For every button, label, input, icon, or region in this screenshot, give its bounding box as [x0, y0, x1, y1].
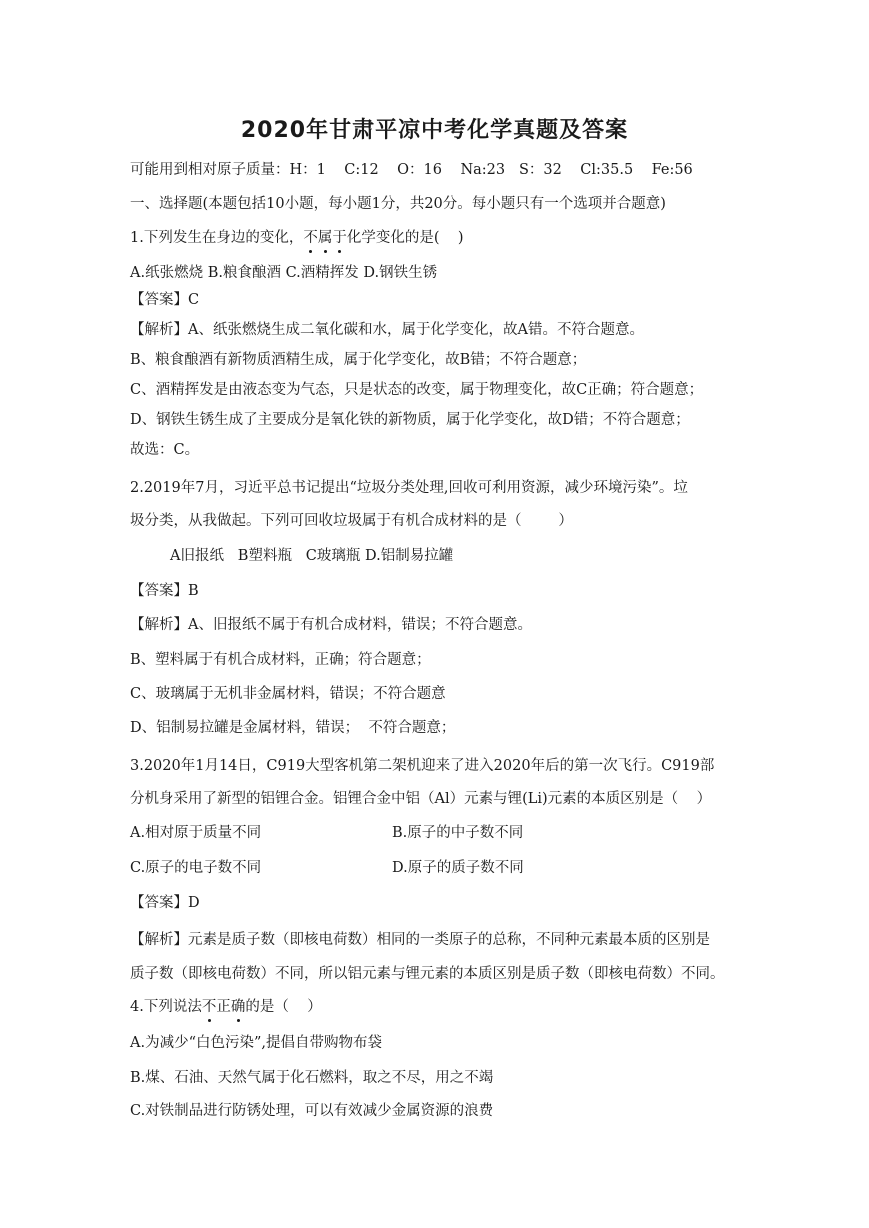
- question-3-analysis-line: 质子数（即核电荷数）不同，所以铝元素与锂元素的本质区别是质子数（即核电荷数）不同。: [130, 966, 725, 982]
- question-1-analysis-line: D、钢铁生锈生成了主要成分是氧化铁的新物质，属于化学变化，故D错；不符合题意；: [130, 412, 690, 428]
- question-4-stem-text: 4.下列说法: [130, 999, 202, 1015]
- question-2-stem: 圾分类，从我做起。下列可回收垃圾属于有机合成材料的是（ ）: [130, 513, 573, 529]
- question-3-option-a: A.相对原于质量不同: [130, 825, 262, 841]
- question-4-stem-tail: 的是（ ）: [245, 999, 322, 1015]
- section-heading: 一、选择题(本题包括10小题，每小题1分，共20分。每小题只有一个选项并合题意): [130, 196, 666, 212]
- question-3-option-d: D.原子的质子数不同: [392, 860, 524, 876]
- question-2-answer: 【答案】B: [130, 583, 199, 599]
- question-1-analysis-line: C、酒精挥发是由液态变为气态，只是状态的改变，属于物理变化，故C正确；符合题意；: [130, 382, 704, 398]
- question-4-option-a: A.为减少“白色污染”,提倡自带购物布袋: [130, 1035, 383, 1051]
- question-3-answer: 【答案】D: [130, 895, 200, 911]
- emphasis-char: 不: [201, 999, 217, 1015]
- question-3-analysis-line: 【解析】元素是质子数（即核电荷数）相同的一类原子的总称，不同种元素最本质的区别是: [130, 932, 710, 948]
- question-2-stem: 2.2019年7月，习近平总书记提出“垃圾分类处理,回收可利用资源，减少环境污染”。垃: [130, 480, 688, 496]
- question-1-analysis-line: 【解析】A、纸张燃烧生成二氧化碳和水，属于化学变化，故A错。不符合题意。: [130, 322, 644, 338]
- question-4-option-b: B.煤、石油、天然气属于化石燃料，取之不尽，用之不竭: [130, 1070, 494, 1086]
- question-1-stem: [130, 228, 464, 248]
- question-4-stem: [130, 997, 322, 1017]
- question-1-analysis-line: B、粮食酿酒有新物质酒精生成，属于化学变化，故B错；不符合题意；: [130, 352, 587, 368]
- emphasis-char: 确: [230, 999, 246, 1015]
- question-4-option-c: C.对铁制品进行防锈处理，可以有效减少金属资源的浪费: [130, 1103, 494, 1119]
- question-1-options: A.纸张燃烧 B.粮食酿酒 C.酒精挥发 D.钢铁生锈: [130, 265, 438, 281]
- emphasis-char: 不: [303, 230, 318, 246]
- question-3-stem: 3.2020年1月14日，C919大型客机第二架机迎来了进入2020年后的第一次飞行。C919部: [130, 758, 715, 774]
- question-2-analysis-line: C、玻璃属于无机非金属材料，错误；不符合题意: [130, 686, 446, 702]
- emphasis-char: 属: [317, 230, 333, 246]
- question-2-analysis-line: B、塑料属于有机合成材料，正确；符合题意；: [130, 652, 431, 668]
- question-3-stem: 分机身采用了新型的铝锂合金。铝锂合金中铝（Al）元素与锂(Li)元素的本质区别是（ ）: [130, 791, 712, 807]
- question-1-stem-tail: 化学变化的是( ): [346, 230, 464, 246]
- question-2-analysis-line: 【解析】A、旧报纸不属于有机合成材料，错误；不符合题意。: [130, 617, 532, 633]
- question-1-answer: 【答案】C: [130, 292, 200, 308]
- question-2-analysis-line: D、铝制易拉罐是金属材料，错误； 不符合题意；: [130, 720, 456, 736]
- page-title: 2020年甘肃平凉中考化学真题及答案: [240, 118, 629, 143]
- emphasis-char: 于: [332, 230, 347, 246]
- question-3-option-b: B.原子的中子数不同: [392, 825, 524, 841]
- question-3-option-c: C.原子的电子数不同: [130, 860, 262, 876]
- question-2-options: A旧报纸 B塑料瓶 C玻璃瓶 D.铝制易拉罐: [170, 548, 454, 564]
- question-1-analysis-line: 故选：C。: [130, 442, 200, 458]
- atomic-masses-line: 可能用到相对原子质量：H：1 C:12 O：16 Na:23 S：32 Cl:35.5 Fe:56: [130, 162, 693, 178]
- question-4-stem-char: 正: [216, 999, 231, 1015]
- question-1-stem-text: 1.下列发生在身边的变化，: [130, 230, 304, 246]
